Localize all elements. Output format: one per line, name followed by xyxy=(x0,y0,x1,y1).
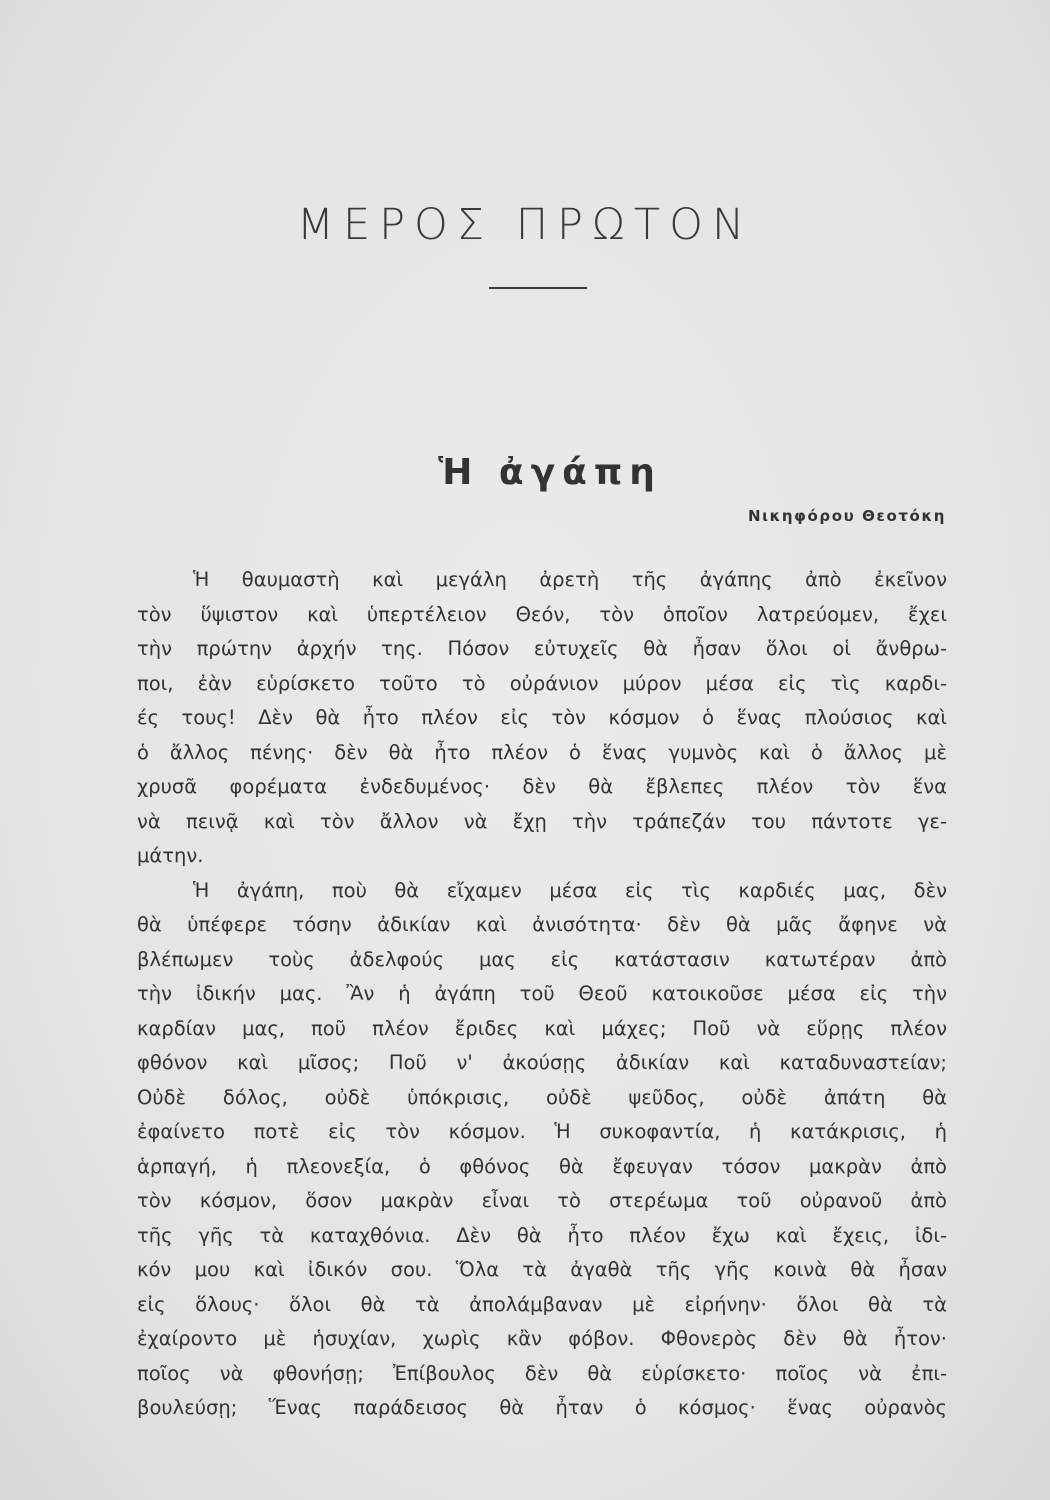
text-line: ὁ ἄλλος πένης· δὲν θὰ ἦτο πλέον ὁ ἕνας γυμνὸς καὶ ὁ ἄλλος μὲ xyxy=(137,740,947,764)
text-line: Οὐδὲ δόλος, οὐδὲ ὑπόκρισις, οὐδὲ ψεῦδος, οὐδὲ ἀπάτη θὰ xyxy=(137,1085,947,1109)
text-line: ποῖος νὰ φθονήσῃ; Ἐπίβουλος δὲν θὰ εὑρίσκετο· ποῖος νὰ ἐπι- xyxy=(137,1361,947,1385)
text-line: Ἡ θαυμαστὴ καὶ μεγάλη ἀρετὴ τῆς ἀγάπης ἀπὸ ἐκεῖνον xyxy=(193,568,947,591)
text-line: χρυσᾶ φορέματα ἐνδεδυμένος· δὲν θὰ ἔβλεπες πλέον τὸν ἕνα xyxy=(137,775,947,798)
text-line: καρδίαν μας, ποῦ πλέον ἔριδες καὶ μάχες; Ποῦ νὰ εὕρῃς πλέον xyxy=(137,1016,947,1040)
text-line: τὸν ὕψιστον καὶ ὑπερτέλειον Θεόν, τὸν ὁποῖον λατρεύομεν, ἔχει xyxy=(137,602,947,626)
text-line: μάτην. xyxy=(137,844,204,867)
text-line: ἁρπαγή, ἡ πλεονεξία, ὁ φθόνος θὰ ἔφευγαν τόσον μακρὰν ἀπὸ xyxy=(137,1154,947,1178)
text-line: ές τους! Δὲν θὰ ἦτο πλέον εἰς τὸν κόσμον ὁ ἕνας πλούσιος καὶ xyxy=(137,706,947,729)
text-line: τὴν πρώτην ἀρχήν της. Πόσον εὐτυχεῖς θὰ ἦσαν ὅλοι οἱ ἄνθρω- xyxy=(137,637,947,660)
part-title: ΜΕΡΟΣ ΠΡΩΤΟΝ xyxy=(296,200,754,250)
text-line: εἰς ὅλους· ὅλοι θὰ τὰ ἀπολάμβαναν μὲ εἰρήνην· ὅλοι θὰ τὰ xyxy=(137,1292,947,1316)
text-line: ἐχαίροντο μὲ ἡσυχίαν, χωρὶς κἂν φόβον. Φθονερὸς δὲν θὰ ἦτον· xyxy=(137,1327,947,1350)
title-divider xyxy=(489,287,587,289)
text-line: Ἡ ἀγάπη, ποὺ θὰ εἴχαμεν μέσα εἰς τὶς καρδιές μας, δὲν xyxy=(193,878,947,902)
text-line: τὸν κόσμον, ὅσον μακρὰν εἶναι τὸ στερέωμα τοῦ οὐρανοῦ ἀπὸ xyxy=(137,1189,947,1212)
text-line: τῆς γῆς τὰ καταχθόνια. Δὲν θὰ ἦτο πλέον ἔχω καὶ ἔχεις, ἰδι- xyxy=(137,1223,947,1247)
text-line: βλέπωμεν τοὺς ἀδελφούς μας εἰς κατάστασιν κατωτέραν ἀπὸ xyxy=(137,947,947,971)
text-line: ἐφαίνετο ποτὲ εἰς τὸν κόσμον. Ἡ συκοφαντία, ἡ κατάκρισις, ἡ xyxy=(137,1120,947,1143)
text-line: βουλεύσῃ; Ἕνας παράδεισος θὰ ἦταν ὁ κόσμος· ἕνας οὐρανὸς xyxy=(137,1396,947,1419)
body-text xyxy=(137,563,947,1426)
text-line: νὰ πεινᾷ καὶ τὸν ἄλλον νὰ ἔχῃ τὴν τράπεζάν του πάντοτε γε- xyxy=(137,809,947,833)
text-line: φθόνον καὶ μῖσος; Ποῦ ν' ἀκούσῃς ἀδικίαν καὶ καταδυναστείαν; xyxy=(137,1051,947,1074)
text-line: κόν μου καὶ ἰδικόν σου. Ὅλα τὰ ἀγαθὰ τῆς γῆς κοινὰ θὰ ἦσαν xyxy=(137,1258,947,1281)
text-line: ποι, ἐὰν εὑρίσκετο τοῦτο τὸ οὐράνιον μύρον μέσα εἰς τὶς καρδι- xyxy=(137,671,947,695)
author-name: Νικηφόρου Θεοτόκη xyxy=(748,507,946,525)
chapter-title: Ἡ ἀγάπη xyxy=(438,452,662,493)
text-line: τὴν ἰδικήν μας. Ἂν ἡ ἀγάπη τοῦ Θεοῦ κατοικοῦσε μέσα εἰς τὴν xyxy=(137,982,947,1005)
text-line: θὰ ὑπέφερε τόσην ἀδικίαν καὶ ἀνισότητα· δὲν θὰ μᾶς ἄφηνε νὰ xyxy=(137,913,947,936)
